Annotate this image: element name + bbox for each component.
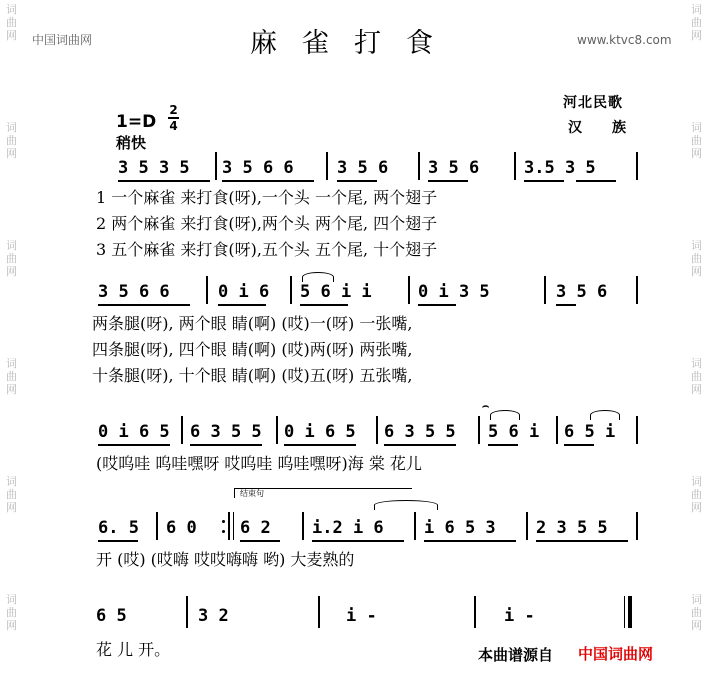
lyric-row5: 花 儿 开。 bbox=[96, 640, 171, 659]
site-watermark-right: www.ktvc8.com bbox=[577, 33, 672, 47]
brand-link[interactable]: 中国词曲网 bbox=[578, 645, 654, 663]
key-signature: 1=D bbox=[116, 112, 157, 132]
measure-3-1: 0 i 6 5 bbox=[98, 422, 170, 442]
measure-2-4: 0 i 3 5 bbox=[418, 282, 490, 302]
measure-4-1: 6. 5 bbox=[98, 518, 139, 538]
measure-5-4: i - bbox=[504, 606, 535, 626]
measure-3-3: 0 i 6 5 bbox=[284, 422, 356, 442]
lyric-row2-verse3: 十条腿(呀), 十个眼 睛(啊) (哎)五(呀) 五张嘴, bbox=[92, 366, 413, 385]
fermata-icon: ⌢ bbox=[482, 399, 490, 412]
measure-2-2: 0 i 6 bbox=[218, 282, 270, 302]
measure-1-2: 3 5 6 6 bbox=[222, 158, 294, 178]
measure-4-3: 6 2 bbox=[240, 518, 271, 538]
measure-4-5: i 6 5 3 bbox=[424, 518, 496, 538]
song-origin: 河北民歌 bbox=[563, 95, 623, 111]
song-title: 麻雀打食 bbox=[250, 28, 458, 59]
measure-1-3: 3 5 6 bbox=[337, 158, 389, 178]
annotation-ending: 结束句 bbox=[240, 489, 264, 498]
side-watermark-right: 词 曲 网 词 曲 网 词 曲 网 词 曲 网 词 曲 网 词 曲 网 bbox=[691, 3, 702, 632]
measure-3-4: 6 3 5 5 bbox=[384, 422, 456, 442]
measure-4-6: 2 3 5 5 bbox=[536, 518, 608, 538]
measure-3-2: 6 3 5 5 bbox=[190, 422, 262, 442]
measure-1-1: 3 5 3 5 bbox=[118, 158, 190, 178]
measure-4-2: 6 0 bbox=[166, 518, 197, 538]
measure-2-5: 3 5 6 bbox=[556, 282, 608, 302]
measure-1-4: 3 5 6 bbox=[428, 158, 480, 178]
tempo-marking: 稍快 bbox=[116, 134, 147, 152]
lyric-row4: 开 (哎) (哎嗨 哎哎嗨嗨 哟) 大麦熟的 bbox=[96, 550, 355, 569]
measure-2-3: 5 6 i i bbox=[300, 282, 372, 302]
measure-4-4: i.2 i 6 bbox=[312, 518, 384, 538]
lyric-row1-verse3: 3 五个麻雀 来打食(呀),五个头 五个尾, 十个翅子 bbox=[96, 240, 438, 259]
time-bottom: 4 bbox=[169, 118, 178, 133]
measure-5-3: i - bbox=[346, 606, 377, 626]
measure-5-2: 3 2 bbox=[198, 606, 229, 626]
side-watermark-left: 词 曲 网 词 曲 网 词 曲 网 词 曲 网 词 曲 网 词 曲 网 bbox=[6, 3, 17, 632]
measure-3-5: 5 6 i bbox=[488, 422, 540, 442]
source-label: 本曲谱源自 bbox=[478, 646, 554, 664]
lyric-row1-verse1: 1 一个麻雀 来打食(呀),一个头 一个尾, 两个翅子 bbox=[96, 188, 438, 207]
measure-2-1: 3 5 6 6 bbox=[98, 282, 170, 302]
lyric-row2-verse2: 四条腿(呀), 四个眼 睛(啊) (哎)两(呀) 两张嘴, bbox=[92, 340, 413, 359]
measure-3-6: 6 5 i bbox=[564, 422, 616, 442]
lyric-row3: (哎呜哇 呜哇嘿呀 哎呜哇 呜哇嘿呀)海 棠 花儿 bbox=[96, 454, 422, 473]
measure-5-1: 6 5 bbox=[96, 606, 127, 626]
lyric-row1-verse2: 2 两个麻雀 来打食(呀),两个头 两个尾, 四个翅子 bbox=[96, 214, 438, 233]
site-watermark-left: 中国词曲网 bbox=[32, 33, 93, 47]
song-ethnicity: 汉族 bbox=[568, 120, 656, 136]
lyric-row2-verse1: 两条腿(呀), 两个眼 睛(啊) (哎)一(呀) 一张嘴, bbox=[92, 314, 413, 333]
time-signature bbox=[168, 104, 179, 132]
time-top: 2 bbox=[169, 103, 178, 117]
measure-1-5: 3.5 3 5 bbox=[524, 158, 596, 178]
